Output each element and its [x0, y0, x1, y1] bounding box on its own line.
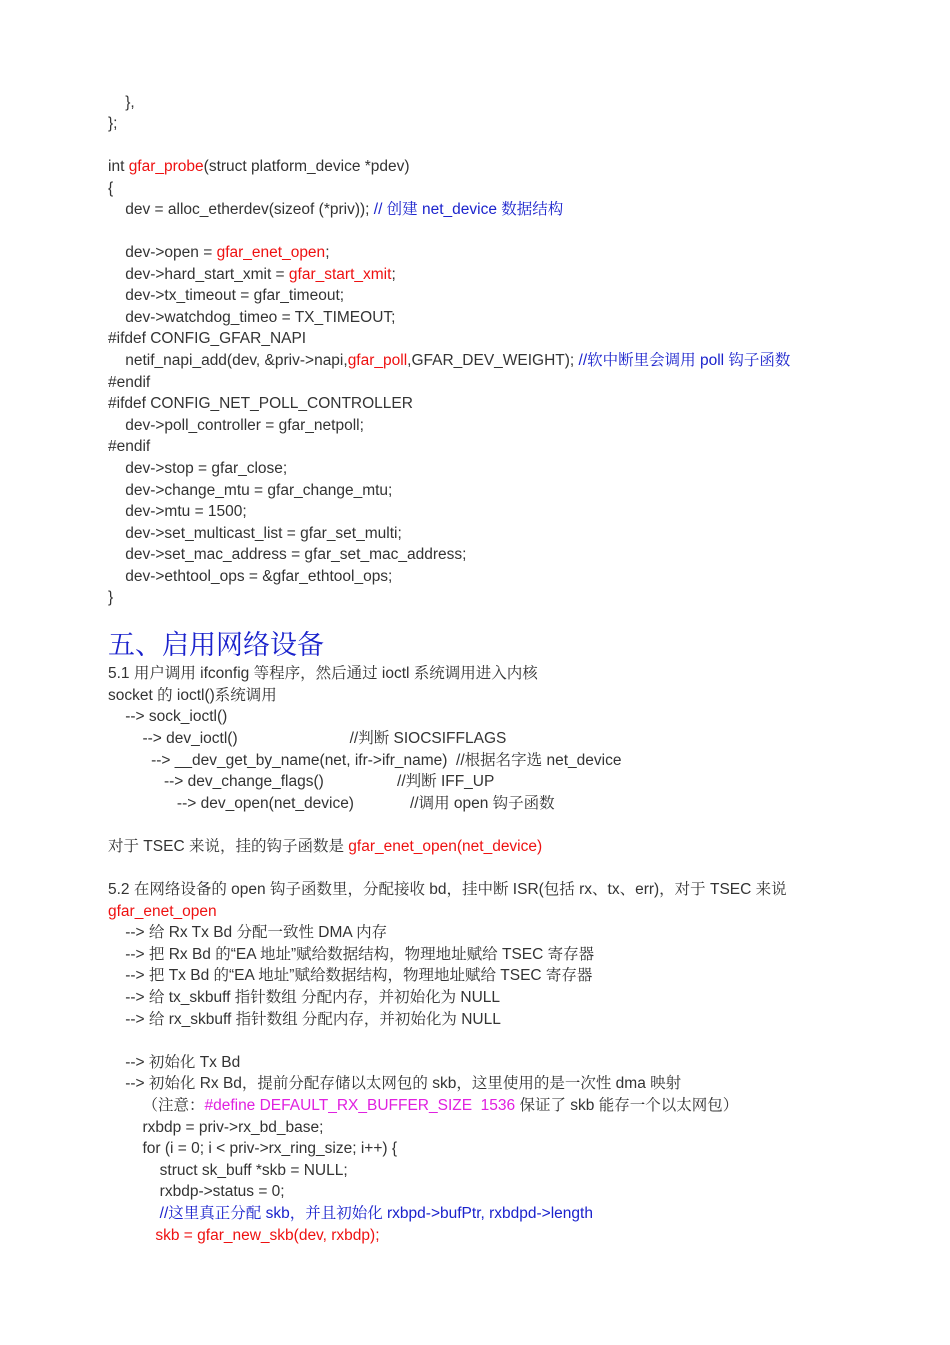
- code-line: dev = alloc_etherdev(sizeof (*priv)); // 创建 net_device 数据结构: [108, 201, 564, 218]
- step-line: --> 把 Tx Bd 的“EA 地址”赋给数据结构，物理地址赋给 TSEC 寄存器: [108, 967, 593, 984]
- code-line: rxbdp->status = 0;: [108, 1183, 285, 1200]
- code-line: {: [108, 180, 114, 197]
- code-line: dev->set_multicast_list = gfar_set_multi;: [108, 525, 402, 542]
- code-line: #endif: [108, 438, 151, 455]
- call-chain-line: --> __dev_get_by_name(net, ifr->ifr_name) //根据名字选 net_device: [108, 752, 622, 769]
- code-line: dev->mtu = 1500;: [108, 503, 247, 520]
- code-comment: //软中断里会调用 poll 钩子函数: [578, 352, 791, 369]
- code-line: dev->open = gfar_enet_open;: [108, 244, 330, 261]
- step-line: --> 初始化 Rx Bd，提前分配存储以太网包的 skb，这里使用的是一次性 dma 映射: [108, 1075, 682, 1092]
- call-chain-line: --> sock_ioctl(): [108, 708, 228, 725]
- code-line: dev->poll_controller = gfar_netpoll;: [108, 417, 364, 434]
- code-line: dev->change_mtu = gfar_change_mtu;: [108, 482, 393, 499]
- step-line: --> 把 Rx Bd 的“EA 地址”赋给数据结构，物理地址赋给 TSEC 寄存器: [108, 946, 595, 963]
- paragraph: socket 的 ioctl()系统调用: [108, 687, 277, 704]
- code-line: dev->hard_start_xmit = gfar_start_xmit;: [108, 266, 396, 283]
- code-line: dev->ethtool_ops = &gfar_ethtool_ops;: [108, 568, 393, 585]
- code-line: #ifdef CONFIG_GFAR_NAPI: [108, 330, 307, 347]
- call-chain-line: --> dev_change_flags() //判断 IFF_UP: [108, 773, 495, 790]
- call-chain-line: --> dev_ioctl() //判断 SIOCSIFFLAGS: [108, 730, 507, 747]
- paragraph: 5.2 在网络设备的 open 钩子函数里，分配接收 bd，挂中断 ISR(包括 rx、tx、err)，对于 TSEC 来说: [108, 881, 787, 898]
- function-name: gfar_enet_open(net_device): [348, 838, 543, 855]
- code-comment: // 创建 net_device 数据结构: [373, 201, 564, 218]
- code-line: }: [108, 589, 114, 606]
- function-name: gfar_probe: [128, 158, 204, 175]
- code-line: netif_napi_add(dev, &priv->napi,gfar_poll,GFAR_DEV_WEIGHT); //软中断里会调用 poll 钩子函数: [108, 352, 791, 369]
- call-chain-line: --> dev_open(net_device) //调用 open 钩子函数: [108, 795, 555, 812]
- code-line: dev->set_mac_address = gfar_set_mac_address;: [108, 546, 467, 563]
- function-name: gfar_start_xmit: [288, 266, 392, 283]
- code-line: int gfar_probe(struct platform_device *pdev): [108, 158, 410, 175]
- step-line: --> 给 Rx Tx Bd 分配一致性 DMA 内存: [108, 924, 388, 941]
- step-line: --> 初始化 Tx Bd: [108, 1054, 241, 1071]
- section-heading: 五、启用网络设备: [108, 630, 324, 660]
- code-comment: //这里真正分配 skb，并且初始化 rxbpd->bufPtr, rxbdpd->length: [108, 1205, 593, 1222]
- step-line: --> 给 rx_skbuff 指针数组 分配内存，并初始化为 NULL: [108, 1011, 501, 1028]
- code-line: rxbdp = priv->rx_bd_base;: [108, 1119, 324, 1136]
- code-line: dev->tx_timeout = gfar_timeout;: [108, 287, 345, 304]
- code-line: },: [108, 94, 135, 111]
- code-line: dev->watchdog_timeo = TX_TIMEOUT;: [108, 309, 396, 326]
- code-line: #ifdef CONFIG_NET_POLL_CONTROLLER: [108, 395, 413, 412]
- code-line: #endif: [108, 374, 151, 391]
- function-name: gfar_enet_open: [216, 244, 326, 261]
- step-line: --> 给 tx_skbuff 指针数组 分配内存，并初始化为 NULL: [108, 989, 501, 1006]
- code-line: struct sk_buff *skb = NULL;: [108, 1162, 348, 1179]
- note-line: （注意：#define DEFAULT_RX_BUFFER_SIZE 1536 保证了 skb 能存一个以太网包）: [108, 1097, 739, 1114]
- code-line: skb = gfar_new_skb(dev, rxbdp);: [108, 1227, 380, 1244]
- paragraph: 5.1 用户调用 ifconfig 等程序，然后通过 ioctl 系统调用进入内核: [108, 665, 538, 682]
- function-name: gfar_poll: [347, 352, 408, 369]
- define-macro: #define DEFAULT_RX_BUFFER_SIZE 1536: [204, 1097, 516, 1114]
- code-line: dev->stop = gfar_close;: [108, 460, 288, 477]
- code-line: for (i = 0; i < priv->rx_ring_size; i++) {: [108, 1140, 398, 1157]
- code-line: };: [108, 115, 118, 132]
- function-name: gfar_enet_open: [108, 903, 217, 920]
- paragraph: 对于 TSEC 来说，挂的钩子函数是 gfar_enet_open(net_device): [108, 838, 543, 855]
